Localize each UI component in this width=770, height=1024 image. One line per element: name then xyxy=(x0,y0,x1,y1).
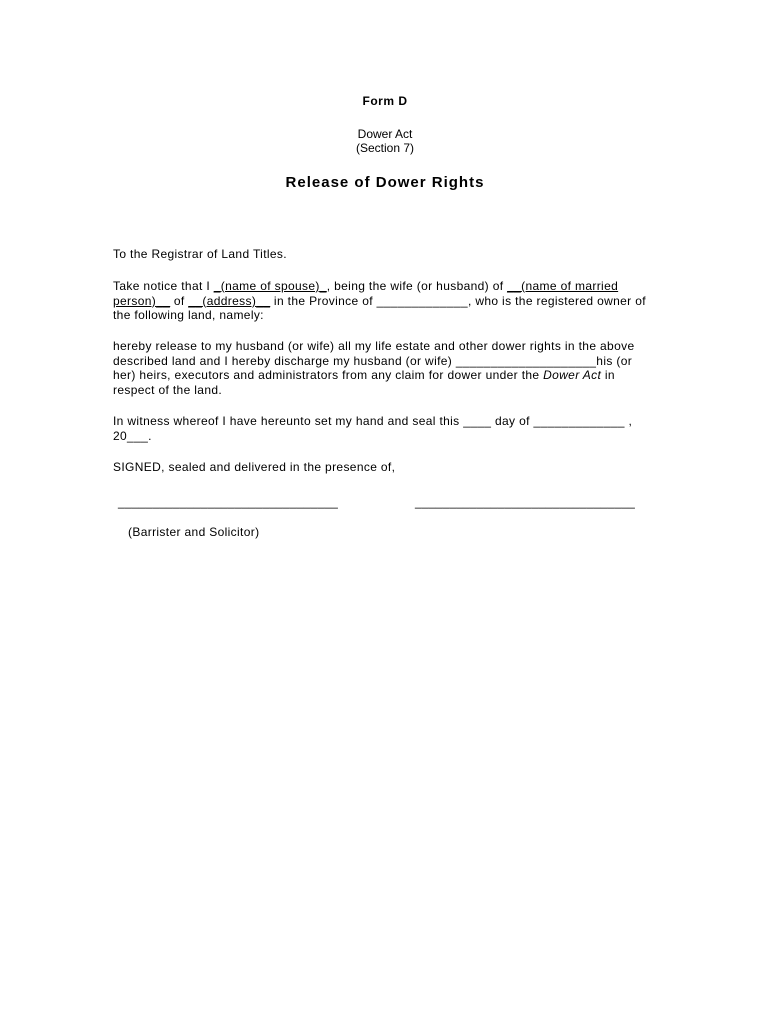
release-text-1: hereby release to my husband (or wife) all my life estate and other dower rights in the above described land and I hereby discharge my husband (or wife) ____________________his (or her) heirs, executors and administrators from any claim for dower under the xyxy=(113,339,635,382)
address-field: __(address)__ xyxy=(188,293,271,308)
address-field-label: (address) xyxy=(202,293,257,308)
document-title: Release of Dower Rights xyxy=(285,174,485,191)
notice-text-2: , being the wife (or husband) of xyxy=(326,279,508,293)
signed-statement: SIGNED, sealed and delivered in the presence of, xyxy=(113,460,396,474)
signature-line-spouse: ________________________________ xyxy=(415,495,635,509)
act-name: Dower Act xyxy=(357,127,413,141)
notice-text-1: Take notice that I xyxy=(113,279,214,293)
form-label: Form D xyxy=(362,94,408,108)
notice-paragraph xyxy=(113,279,655,323)
notice-text-4: in the Province of _____________, who is the registered owner of the following land, namely: xyxy=(113,293,646,322)
married-person-field: __(name of married person)__ xyxy=(113,279,619,308)
act-section: (Section 7) xyxy=(355,141,415,155)
release-paragraph xyxy=(113,339,655,397)
married-person-field-label: (name of married person) xyxy=(113,279,619,308)
notice-text-3: of xyxy=(170,293,189,308)
signature-line-witness: ________________________________ xyxy=(118,495,338,509)
witness-paragraph: In witness whereof I have hereunto set my hand and seal this ____ day of _____________ , 20___. xyxy=(113,414,633,443)
spouse-field-label: (name of spouse) xyxy=(220,279,320,293)
release-text-2: in respect of the land. xyxy=(113,368,615,397)
spouse-field: _(name of spouse)_ xyxy=(213,279,327,293)
barrister-label: (Barrister and Solicitor) xyxy=(128,525,260,539)
dower-act-reference: Dower Act xyxy=(543,368,602,382)
registrar-salutation: To the Registrar of Land Titles. xyxy=(113,247,287,261)
